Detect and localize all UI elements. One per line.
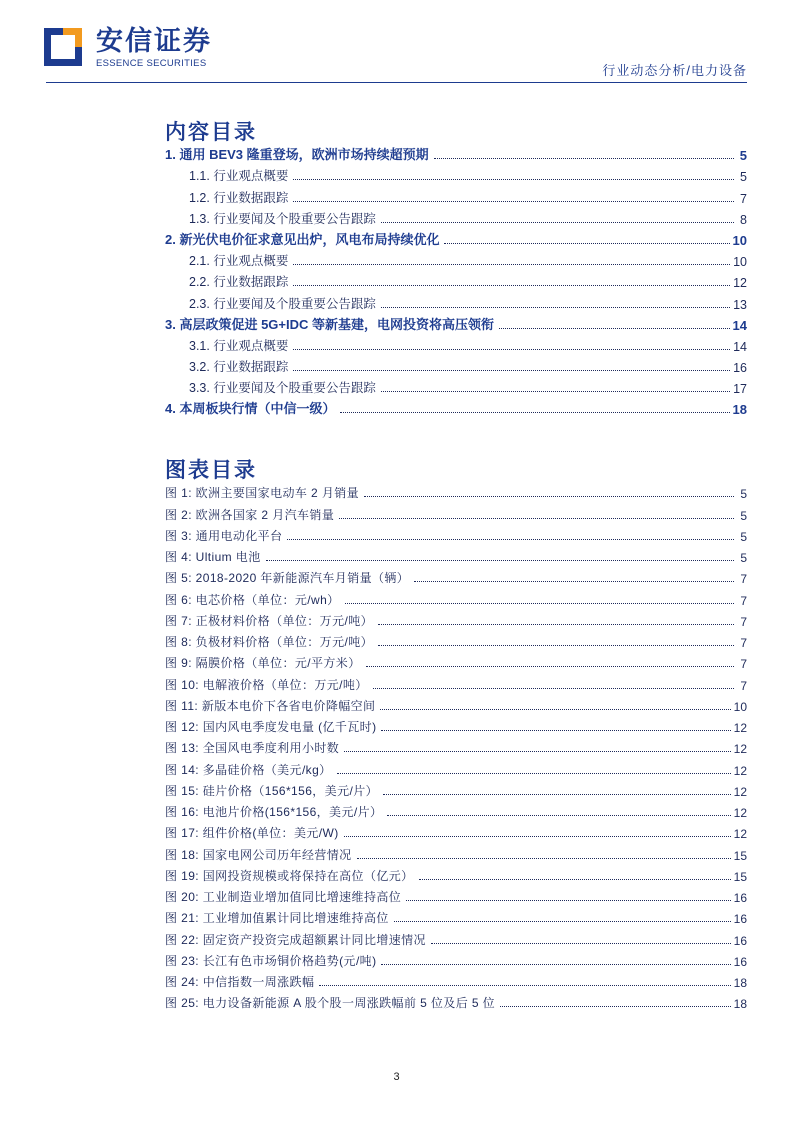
dot-leader — [394, 921, 731, 922]
figure-entry-page: 7 — [740, 636, 747, 650]
toc-entry-page: 10 — [733, 255, 747, 270]
figure-entry-label: 图 22: 固定资产投资完成超额累计同比增速情况 — [165, 932, 426, 947]
toc-entry[interactable] — [165, 396, 747, 417]
figure-entry-page: 12 — [733, 806, 747, 820]
toc-entry-page: 13 — [733, 297, 747, 312]
dot-leader — [340, 412, 729, 413]
page-header — [0, 0, 793, 80]
toc-entry[interactable] — [165, 333, 747, 354]
figure-entry-label: 图 19: 国网投资规模或将保持在高位（亿元） — [165, 868, 414, 883]
figure-entry[interactable] — [165, 693, 747, 714]
figure-entry-label: 图 6: 电芯价格（单位：元/wh） — [165, 592, 340, 607]
dot-leader — [287, 539, 734, 540]
dot-leader — [345, 603, 734, 604]
figure-entry-label: 图 16: 电池片价格(156*156，美元/片） — [165, 805, 383, 819]
figure-entry-label: 图 24: 中信指数一周涨跌幅 — [165, 975, 315, 989]
figure-entry-page: 12 — [733, 827, 747, 842]
toc-entry[interactable] — [165, 163, 747, 184]
figure-entry[interactable] — [165, 799, 747, 820]
figure-entry[interactable] — [165, 778, 747, 799]
toc-entry-label: 1.3. 行业要闻及个股重要公告跟踪 — [189, 211, 376, 226]
toc-entry-page: 10 — [732, 232, 747, 248]
toc-entry-label: 1. 通用 BEV3 隆重登场，欧洲市场持续超预期 — [165, 147, 429, 163]
header-divider — [46, 82, 747, 83]
toc-entry-label: 1.1. 行业观点概要 — [189, 169, 289, 184]
toc-entry-label: 3. 高层政策促进 5G+IDC 等新基建，电网投资将高压领衔 — [165, 316, 494, 332]
figure-entry-label: 图 15: 硅片价格（156*156，美元/片） — [165, 783, 378, 798]
figure-entry-page: 7 — [740, 593, 747, 608]
figure-entry-page: 10 — [733, 699, 747, 714]
dot-leader — [266, 560, 734, 561]
toc-entry[interactable] — [165, 248, 747, 269]
dot-leader — [414, 581, 734, 582]
dot-leader — [383, 794, 731, 795]
dot-leader — [434, 158, 734, 159]
figure-entry-page: 7 — [740, 678, 747, 693]
dot-leader — [431, 943, 731, 944]
toc-entry-label: 3.2. 行业数据跟踪 — [189, 360, 289, 375]
page-number: 3 — [393, 1071, 400, 1083]
figure-entry[interactable] — [165, 863, 747, 884]
figure-entry[interactable] — [165, 714, 747, 735]
toc-entry[interactable] — [165, 269, 747, 290]
toc-entry[interactable] — [165, 206, 747, 227]
figures-title: 图表目录 — [165, 458, 257, 482]
figure-entry-page: 7 — [740, 614, 747, 629]
toc-entry-label: 4. 本周板块行情（中信一级） — [165, 401, 336, 417]
figure-entry-page: 5 — [740, 508, 747, 523]
toc-entry-page: 7 — [740, 191, 747, 206]
list-of-figures — [165, 480, 747, 1011]
figure-entry[interactable] — [165, 841, 747, 862]
dot-leader — [419, 879, 731, 880]
toc-entry-label: 2.3. 行业要闻及个股重要公告跟踪 — [189, 296, 376, 311]
toc-entry-page: 14 — [733, 339, 747, 354]
figure-entry-label: 图 7: 正极材料价格（单位：万元/吨） — [165, 613, 374, 628]
figure-entry-page: 12 — [733, 742, 747, 757]
figure-entry-label: 图 18: 国家电网公司历年经营情况 — [165, 847, 352, 862]
figure-entry[interactable] — [165, 820, 747, 841]
toc-entry[interactable] — [165, 312, 747, 333]
essence-logo-icon — [44, 28, 82, 66]
figure-entry[interactable] — [165, 905, 747, 926]
dot-leader — [337, 773, 731, 774]
figure-entry-label: 图 12: 国内风电季度发电量 (亿千瓦时) — [165, 720, 377, 734]
toc-entry-page: 12 — [733, 276, 747, 291]
figure-entry-label: 图 21: 工业增加值累计同比增速维持高位 — [165, 911, 389, 926]
figure-entry[interactable] — [165, 586, 747, 607]
figure-entry[interactable] — [165, 480, 747, 501]
dot-leader — [378, 645, 734, 646]
toc-entry-label: 3.1. 行业观点概要 — [189, 338, 289, 353]
figure-entry-label: 图 11: 新版本电价下各省电价降幅空间 — [165, 698, 376, 713]
figure-entry-label: 图 14: 多晶硅价格（美元/kg） — [165, 762, 332, 777]
dot-leader — [378, 624, 734, 625]
figure-entry[interactable] — [165, 735, 747, 756]
figure-entry-label: 图 10: 电解液价格（单位：万元/吨） — [165, 677, 368, 692]
dot-leader — [500, 1006, 731, 1007]
dot-leader — [381, 307, 730, 308]
figure-entry[interactable] — [165, 501, 747, 522]
figure-entry-label: 图 2: 欧洲各国家 2 月汽车销量 — [165, 507, 335, 522]
figure-entry-label: 图 4: Ultium 电池 — [165, 550, 261, 564]
dot-leader — [381, 964, 730, 965]
figure-entry-label: 图 25: 电力设备新能源 A 股个股一周涨跌幅前 5 位及后 5 位 — [165, 996, 496, 1011]
figure-entry[interactable] — [165, 926, 747, 947]
toc-entry[interactable] — [165, 290, 747, 311]
dot-leader — [444, 243, 729, 244]
dot-leader — [344, 751, 730, 752]
figure-entry-page: 15 — [733, 848, 747, 863]
figure-entry-label: 图 17: 组件价格(单位：美元/W) — [165, 826, 339, 841]
toc-entry-page: 14 — [732, 317, 747, 333]
figure-entry-label: 图 5: 2018-2020 年新能源汽车月销量（辆） — [165, 571, 410, 586]
dot-leader — [293, 201, 734, 202]
dot-leader — [357, 858, 731, 859]
figure-entry-page: 16 — [733, 891, 747, 905]
figure-entry-page: 16 — [733, 954, 747, 969]
toc-entry-label: 2. 新光伏电价征求意见出炉，风电布局持续优化 — [165, 231, 440, 247]
toc-title: 内容目录 — [165, 120, 257, 144]
figure-entry[interactable] — [165, 565, 747, 586]
dot-leader — [381, 391, 730, 392]
figure-entry-page: 5 — [740, 487, 747, 502]
figure-entry-page: 7 — [740, 657, 747, 672]
figure-entry-page: 15 — [733, 869, 747, 884]
dot-leader — [344, 836, 731, 837]
figure-entry-page: 12 — [733, 784, 747, 799]
figure-entry-label: 图 3: 通用电动化平台 — [165, 528, 283, 543]
figure-entry[interactable] — [165, 608, 747, 629]
figure-entry[interactable] — [165, 629, 747, 650]
figure-entry[interactable] — [165, 544, 747, 565]
dot-leader — [364, 496, 734, 497]
dot-leader — [373, 688, 734, 689]
report-category: 行业动态分析/电力设备 — [602, 63, 747, 78]
dot-leader — [381, 730, 730, 731]
dot-leader — [381, 222, 734, 223]
toc-entry[interactable] — [165, 375, 747, 396]
figure-entry-page: 16 — [733, 933, 747, 948]
toc-entry-page: 8 — [740, 212, 747, 227]
toc-entry-page: 5 — [739, 148, 747, 164]
toc-entry-page: 17 — [733, 382, 747, 397]
toc-entry-page: 5 — [740, 170, 747, 185]
figure-entry-page: 18 — [733, 976, 747, 990]
brand-name-cn: 安信证券 — [96, 26, 212, 56]
dot-leader — [406, 900, 730, 901]
figure-entry[interactable] — [165, 671, 747, 692]
toc-entry-page: 16 — [733, 361, 747, 376]
toc-entry-label: 2.1. 行业观点概要 — [189, 254, 289, 269]
figure-entry-page: 16 — [733, 912, 747, 927]
figure-entry-page: 5 — [740, 551, 747, 565]
figure-entry-label: 图 9: 隔膜价格（单位：元/平方米） — [165, 656, 361, 671]
toc-entry[interactable] — [165, 227, 747, 248]
figure-entry-page: 12 — [733, 721, 747, 735]
dot-leader — [339, 518, 734, 519]
toc-entry-label: 2.2. 行业数据跟踪 — [189, 275, 289, 290]
toc-entry-label: 1.2. 行业数据跟踪 — [189, 190, 289, 205]
toc-entry-label: 3.3. 行业要闻及个股重要公告跟踪 — [189, 381, 376, 396]
brand-name-en: ESSENCE SECURITIES — [96, 58, 207, 69]
figure-entry-label: 图 13: 全国风电季度利用小时数 — [165, 741, 340, 756]
figure-entry-page: 18 — [733, 997, 747, 1012]
figure-entry[interactable] — [165, 948, 747, 969]
figure-entry-page: 12 — [733, 763, 747, 778]
figure-entry[interactable] — [165, 884, 747, 905]
figure-entry[interactable] — [165, 650, 747, 671]
toc-entry[interactable] — [165, 142, 747, 163]
dot-leader — [499, 328, 730, 329]
figure-entry[interactable] — [165, 756, 747, 777]
table-of-contents — [165, 142, 747, 417]
dot-leader — [293, 179, 734, 180]
figure-entry-label: 图 23: 长江有色市场铜价格趋势(元/吨) — [165, 953, 377, 968]
figure-entry[interactable] — [165, 969, 747, 990]
dot-leader — [293, 285, 730, 286]
toc-entry-page: 18 — [732, 402, 747, 418]
figure-entry-label: 图 20: 工业制造业增加值同比增速维持高位 — [165, 890, 402, 904]
dot-leader — [293, 370, 730, 371]
dot-leader — [387, 815, 730, 816]
toc-entry[interactable] — [165, 184, 747, 205]
figure-entry[interactable] — [165, 990, 747, 1011]
figure-entry-page: 7 — [740, 572, 747, 587]
toc-entry[interactable] — [165, 354, 747, 375]
dot-leader — [293, 264, 730, 265]
dot-leader — [380, 709, 730, 710]
dot-leader — [319, 985, 730, 986]
figure-entry[interactable] — [165, 523, 747, 544]
dot-leader — [293, 349, 730, 350]
figure-entry-label: 图 8: 负极材料价格（单位：万元/吨） — [165, 635, 374, 649]
figure-entry-page: 5 — [740, 529, 747, 544]
dot-leader — [366, 666, 734, 667]
figure-entry-label: 图 1: 欧洲主要国家电动车 2 月销量 — [165, 486, 360, 501]
